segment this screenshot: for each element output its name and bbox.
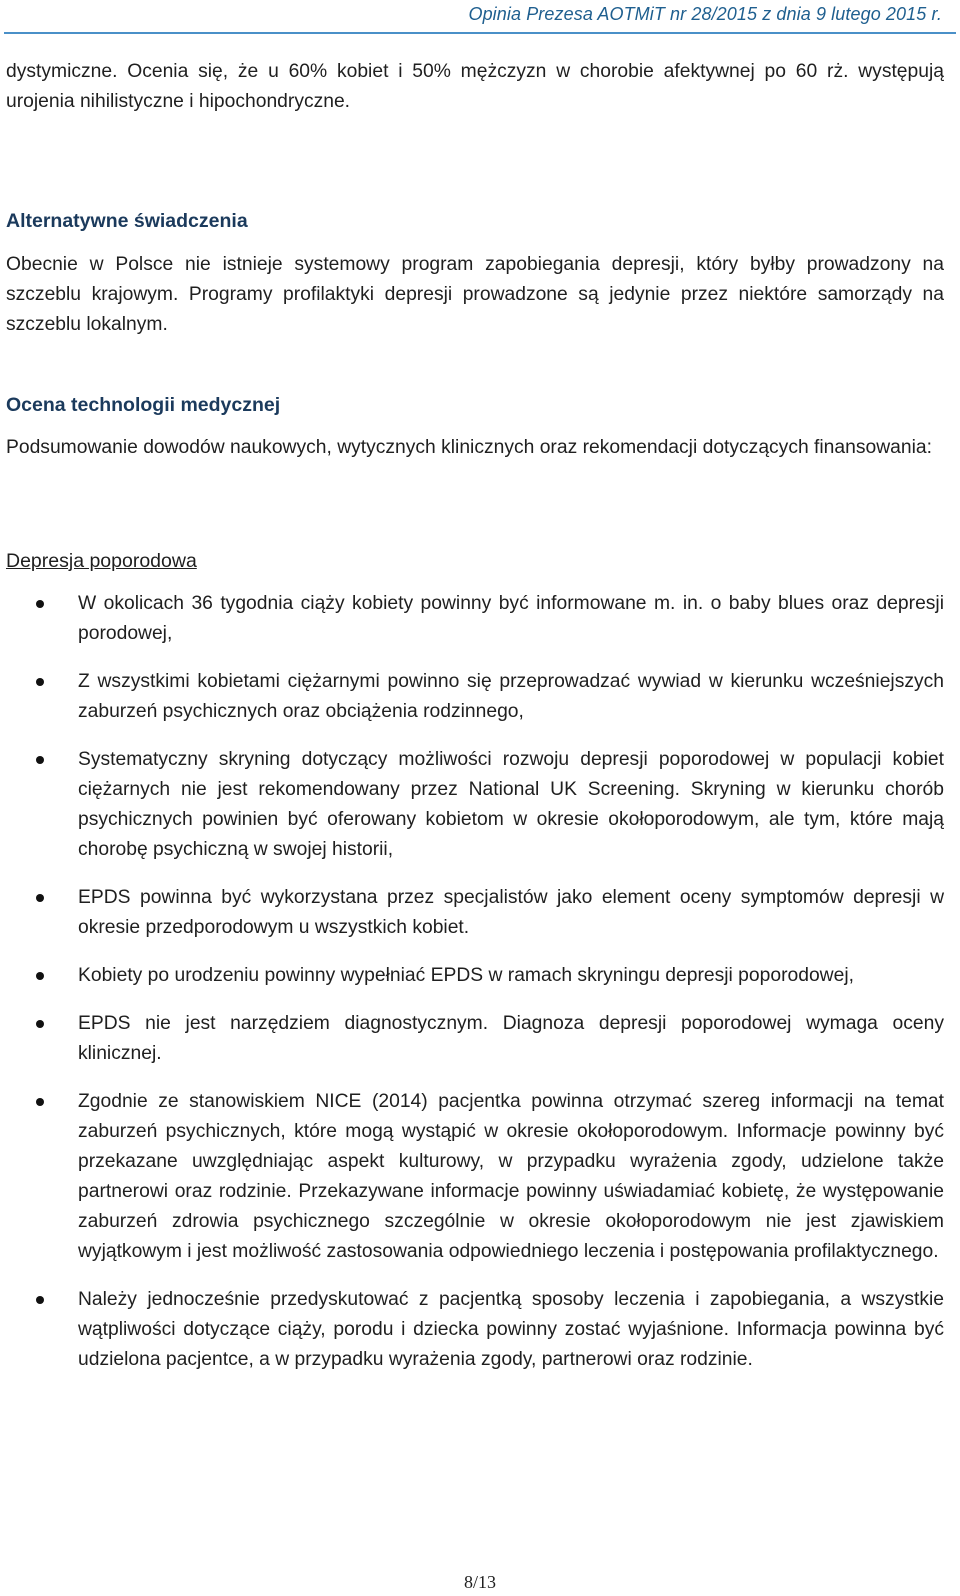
alternatives-text: Obecnie w Polsce nie istnieje systemowy program zapobiegania depresji, który byłby prowadzony na szczeblu krajowym. Programy profilaktyki depresji prowadzone są jedynie przez niektóre samorządy na szczeblu lokalnym. xyxy=(6,254,944,335)
continuation-text: dystymiczne. Ocenia się, że u 60% kobiet i 50% mężczyzn w chorobie afektywnej po 60 rż. występują urojenia nihilistyczne i hipochondryczne. xyxy=(6,61,944,112)
list-item xyxy=(6,1285,944,1375)
list-item-text: Z wszystkimi kobietami ciężarnymi powinno się przeprowadzać wywiad w kierunku wcześniejszych zaburzeń psychicznych oraz obciążenia rodzinnego, xyxy=(78,671,944,722)
bullet-icon xyxy=(36,756,44,764)
list-item-text: Systematyczny skryning dotyczący możliwości rozwoju depresji poporodowej w populacji kobiet ciężarnych nie jest rekomendowany przez National UK Screening. Skryning w kierunku chorób psychicznych powinien być oferowany kobietom w okresie okołoporodowym, ale tym, które mają chorobę psychiczną w swojej historii, xyxy=(78,749,944,860)
summary-paragraph xyxy=(6,433,944,463)
alternatives-paragraph xyxy=(6,250,944,340)
running-header: Opinia Prezesa AOTMiT nr 28/2015 z dnia 9 lutego 2015 r. xyxy=(468,4,942,24)
bullet-icon xyxy=(36,894,44,902)
bullet-icon xyxy=(36,678,44,686)
list-item-text: W okolicach 36 tygodnia ciąży kobiety powinny być informowane m. in. o baby blues oraz depresji porodowej, xyxy=(78,593,944,644)
bullet-icon xyxy=(36,1020,44,1028)
continuation-paragraph xyxy=(6,57,944,117)
recommendation-list xyxy=(6,589,944,1393)
header-rule xyxy=(4,32,956,34)
list-item-text: Zgodnie ze stanowiskiem NICE (2014) pacjentka powinna otrzymać szereg informacji na temat zaburzeń psychicznych, które mogą wystąpić w okresie okołoporodowym. Informacje powinny być przekazane uwzględniając aspekt kulturowy, w przypadku wyrażenia zgody, udzielone także partnerowi oraz rodzinie. Przekazywane informacje powinny uświadamiać kobietę, że występowanie zaburzeń zdrowia psychicznego szczególnie w okresie okołoporodowym nie jest zjawiskiem wyjątkowym i jest możliwość zastosowania odpowiedniego leczenia i postępowania profilaktycznego. xyxy=(78,1091,944,1262)
alternatives-heading: Alternatywne świadczenia xyxy=(6,210,248,232)
postpartum-subheading: Depresja poporodowa xyxy=(6,550,197,572)
list-item xyxy=(6,883,944,943)
list-item-text: Kobiety po urodzeniu powinny wypełniać EPDS w ramach skryningu depresji poporodowej, xyxy=(78,965,854,986)
bullet-icon xyxy=(36,600,44,608)
assessment-heading: Ocena technologii medycznej xyxy=(6,394,281,416)
bullet-icon xyxy=(36,972,44,980)
list-item xyxy=(6,589,944,649)
list-item xyxy=(6,1009,944,1069)
summary-text: Podsumowanie dowodów naukowych, wytycznych klinicznych oraz rekomendacji dotyczących finansowania: xyxy=(6,437,932,458)
list-item xyxy=(6,1087,944,1267)
list-item-text: Należy jednocześnie przedyskutować z pacjentką sposoby leczenia i zapobiegania, a wszystkie wątpliwości dotyczące ciąży, porodu i dziecka powinny zostać wyjaśnione. Informacja powinna być udzielona pacjentce, a w przypadku wyrażenia zgody, partnerowi oraz rodzinie. xyxy=(78,1289,944,1370)
bullet-icon xyxy=(36,1296,44,1304)
list-item xyxy=(6,961,944,991)
page-number: 8/13 xyxy=(463,1572,496,1592)
list-item-text: EPDS nie jest narzędziem diagnostycznym. Diagnoza depresji poporodowej wymaga oceny klinicznej. xyxy=(78,1013,944,1064)
bullet-icon xyxy=(36,1098,44,1106)
list-item xyxy=(6,745,944,865)
list-item xyxy=(6,667,944,727)
list-item-text: EPDS powinna być wykorzystana przez specjalistów jako element oceny symptomów depresji w okresie przedporodowym u wszystkich kobiet. xyxy=(78,887,944,938)
